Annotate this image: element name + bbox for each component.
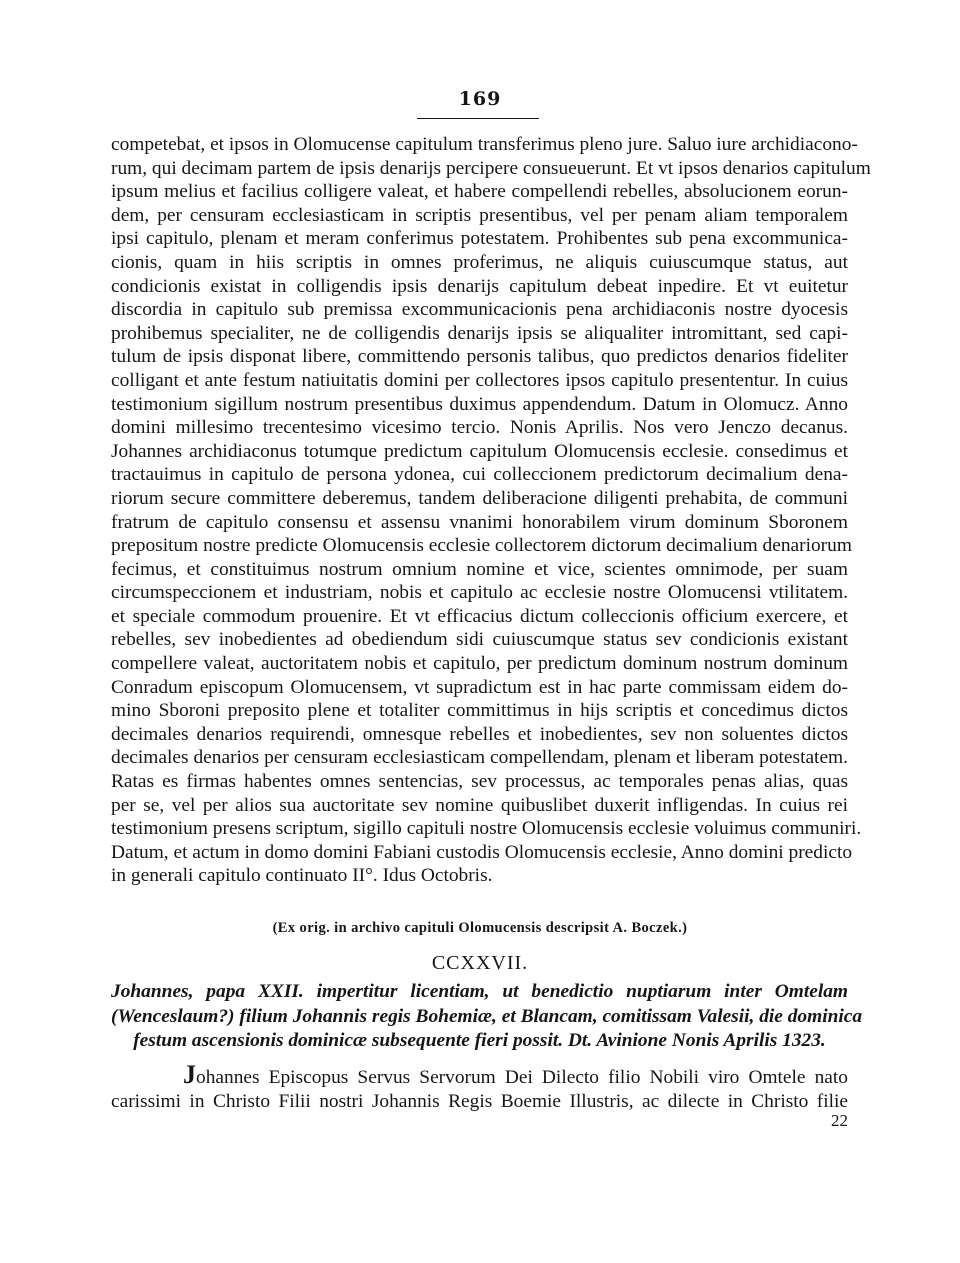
text-line: domini millesimo trecentesimo vicesimo tercio. Nonis Aprilis. Nos vero Jenczo decanus. (111, 417, 848, 439)
text-line: Ratas es firmas habentes omnes sentencias, sev processus, ac temporales penas alias, quas (111, 771, 848, 793)
text-line: ipsi capitulo, plenam et meram conferimus potestatem. Prohibentes sub pena excommunica- (111, 228, 848, 250)
initial-letter: J (183, 1060, 196, 1089)
signature-mark: 22 (831, 1111, 848, 1130)
text-line: condicionis existat in colligendis ipsis denarijs capitulum debeat inpedire. Et vt euitetur (111, 275, 848, 297)
text-line: decimales denarios requirendi, omnesque rebelles et inobedientes, sev non soluentes dictos (111, 723, 848, 745)
text-line: compellere valeat, auctoritatem nobis et capitulo, per predictum dominum nostrum dominum (111, 653, 848, 675)
text-line: mino Sboroni preposito plene et totaliter committimus in hijs scriptis et concedimus dictos (111, 700, 848, 722)
regest-line: festum ascensionis dominicæ subsequente fieri possit. Dt. Avinione Nonis Aprilis 1323. (133, 1030, 826, 1051)
text-line: circumspeccionem et industriam, nobis et capitulo ac ecclesie nostre Olomucensi vtilitatem. (111, 582, 848, 604)
text-line: tractauimus in capitulo de persona ydonea, cui colleccionem predictorum decimalium dena- (111, 464, 848, 486)
page-number: 169 (458, 88, 502, 110)
text-line: Datum, et actum in domo domini Fabiani custodis Olomucensis ecclesie, Anno domini predicto (111, 841, 853, 863)
text-line: carissimi in Christo Filii nostri Johannis Regis Boemie Illustris, ac dilecte in Christo filie (111, 1091, 848, 1113)
text-line: dem, per censuram ecclesiasticam in scriptis presentibus, vel per penam aliam temporalem (111, 204, 848, 226)
text-line: per se, vel per alios sua auctoritate sev nomine quibuslibet duxerit infligendas. In cuius rei (111, 794, 848, 816)
text-line: competebat, et ipsos in Olomucense capitulum transferimus pleno jure. Saluo iure archidiacono- (111, 134, 858, 155)
text-line: Conradum episcopum Olomucensem, vt supradictum est in hac parte commissam eidem do- (111, 676, 848, 698)
text-line: ipsum melius et facilius colligere valeat, et habere compellendi rebelles, absolucionem eorun- (111, 181, 848, 203)
text-line: prohibemus specialiter, ne de colligendis denarijs ipsis se aliqualiter intromittant, sed capi- (111, 322, 848, 344)
text-line: cionis, quam in hiis scriptis in omnes proferimus, ne aliquis cuiuscumque status, aut (111, 251, 848, 273)
regest-line: (Wenceslaum?) filium Johannis regis Bohemiæ, et Blancam, comitissam Valesii, die dominica (111, 1005, 863, 1027)
source-note: (Ex orig. in archivo capituli Olomucensis descripsit A. Boczek.) (272, 920, 688, 936)
text-line: fratrum de capitulo consensu et assensu vnanimi honorabilem virum dominum Sboronem (111, 511, 848, 533)
text-line (111, 1060, 848, 1090)
text-line: discordia in capitulo sub premissa excommunicacionis pena archidiaconis nostre dyocesis (111, 299, 848, 321)
text-line-content: ohannes Episcopus Servus Servorum Dei Dilecto filio Nobili viro Omtele nato (196, 1067, 848, 1088)
text-line: in generali capitulo continuato II°. Idus Octobris. (111, 865, 493, 887)
text-line: et speciale commodum prouenire. Et vt efficacius dictum colleccionis officium exercere, et (111, 605, 848, 627)
text-line: riorum secure committere deberemus, tandem deliberacione diligenti prehabita, de communi (111, 487, 848, 509)
text-line: tulum de ipsis disponat libere, committendo personis talibus, quo predictos denarios fideliter (111, 346, 848, 368)
continued-charter-text (111, 133, 871, 888)
text-line: rum, qui decimam partem de ipsis denarijs percipere consueuerunt. Et vt ipsos denarios capitulum (111, 157, 871, 179)
page-number-rule (417, 118, 539, 119)
text-line: fecimus, et constituimus nostrum omnium nomine et vice, scientes omnimode, per suam (111, 558, 848, 580)
text-line: Johannes archidiaconus totumque predictum capitulum Olomucensis ecclesie. consedimus et (111, 440, 848, 462)
text-line: prepositum nostre predicte Olomucensis ecclesie collectorem dictorum decimalium denariorum (111, 535, 852, 557)
document-number: CCXXVII. (431, 952, 529, 974)
document-text (111, 1060, 848, 1114)
text-line: rebelles, sev inobedientes ad obediendum sidi cuiuscumque status sev condicionis existant (111, 629, 848, 651)
text-line: decimales denarios per censuram ecclesiasticam compellendam, plenam et liberam potestatem. (111, 747, 848, 769)
text-line: colligant et ante festum natiuitatis domini per collectores ipsos capitulo presententur. In cuius (111, 369, 848, 391)
text-line: testimonium sigillum nostrum presentibus duximus appendendum. Datum in Olomucz. Anno (111, 393, 848, 415)
regest-line: Johannes, papa XXII. impertitur licentiam, ut benedictio nuptiarum inter Omtelam (111, 981, 848, 1002)
text-line: testimonium presens scriptum, sigillo capituli nostre Olomucensis ecclesie voluimus communiri. (111, 818, 862, 840)
document-regest (111, 980, 863, 1054)
